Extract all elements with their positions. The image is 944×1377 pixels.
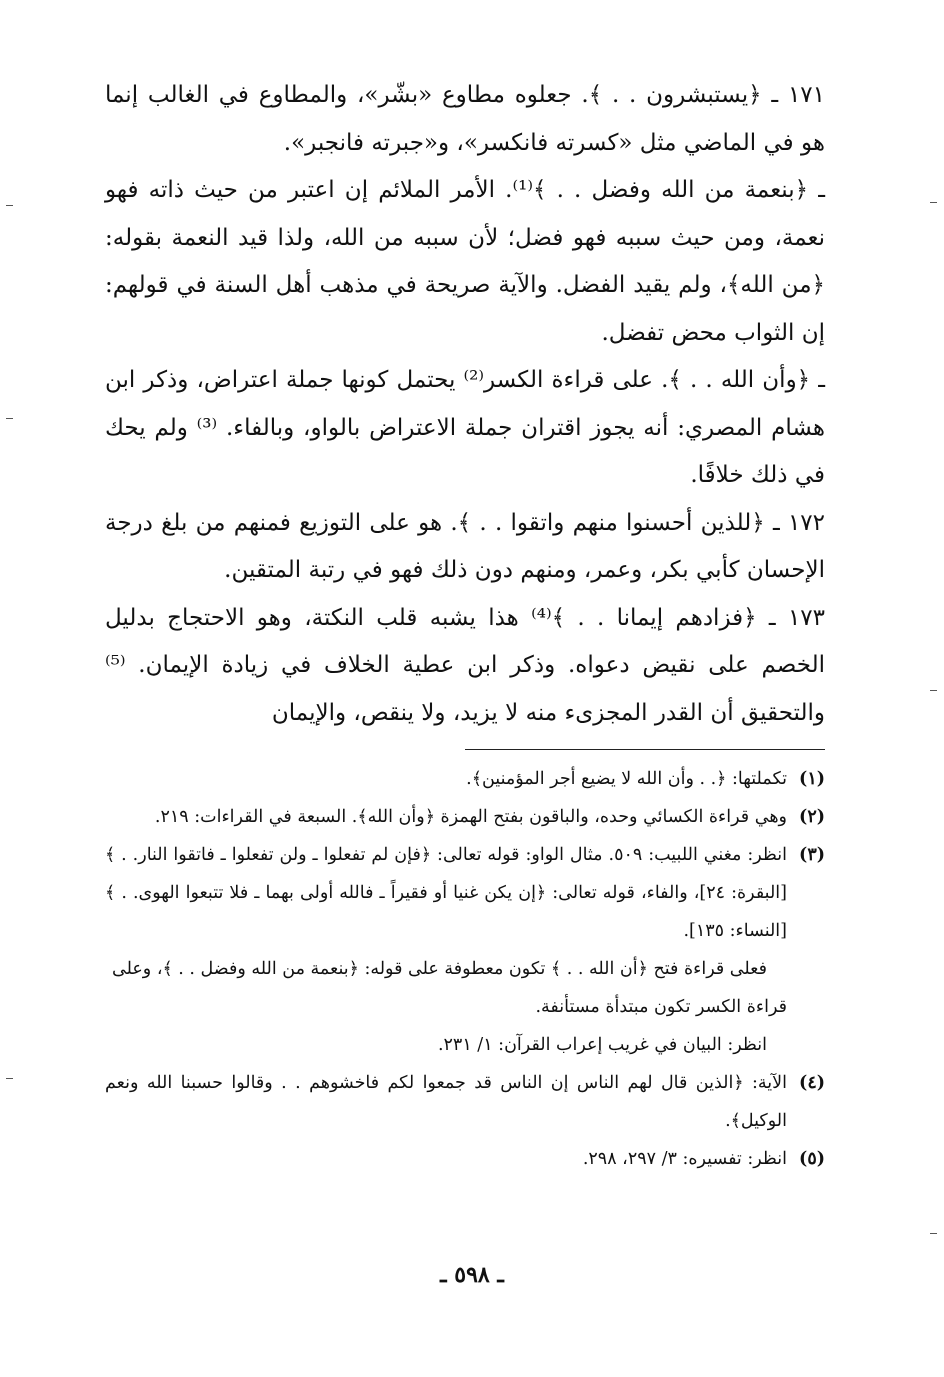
footnote-number: (٤) bbox=[799, 1073, 825, 1093]
scan-mark bbox=[930, 690, 937, 691]
paragraph-wa-anna-allah: ـ ﴿وأن الله . . ﴾. على قراءة الكسر⁽²⁾ يحتمل كونها جملة اعتراض، وذكر ابن هشام المصري: أنه يجوز اقتران جملة الاعتراض بالواو، وبالفاء. ⁽³⁾ ولم يحك في ذلك خلافًا. bbox=[105, 367, 826, 488]
footnotes bbox=[105, 760, 825, 1178]
footnote-1 bbox=[105, 760, 825, 798]
paragraph-171: ١٧١ ـ ﴿يستبشرون . . ﴾. جعلوه مطاوع «بشّر»، والمطاوع في الغالب إنما هو في الماضي مثل «كسرته فانكسر»، و«جبرته فانجبر». bbox=[105, 82, 825, 156]
scan-mark bbox=[6, 418, 13, 419]
footnote-text: تكملتها: ﴿. . وأن الله لا يضيع أجر المؤمنين﴾. bbox=[466, 769, 787, 789]
paragraph-172: ١٧٢ ـ ﴿للذين أحسنوا منهم واتقوا . . ﴾. هو على التوزيع فمنهم من بلغ درجة الإحسان كأبي بكر، وعمر، ومنهم دون ذلك فهو في رتبة المتقين. bbox=[105, 509, 825, 583]
scan-mark bbox=[6, 205, 13, 206]
scan-mark bbox=[930, 202, 937, 203]
footnote-2 bbox=[105, 798, 825, 836]
paragraph-bi-nimah: ـ ﴿بنعمة من الله وفضل . . ﴾⁽¹⁾. الأمر الملائم إن اعتبر من حيث ذاته فهو نعمة، ومن حيث سببه فهو فضل؛ لأن سببه من الله، ولذا قيد النعمة بقوله: ﴿من الله﴾، ولم يقيد الفضل. والآية صريحة في مذهب أهل السنة في قولهم: إن الثواب محض تفضل. bbox=[105, 177, 825, 346]
footnote-text: انظر: مغني اللبيب: ٥٠٩. مثال الواو: قوله تعالى: ﴿فإن لم تفعلوا ـ ولن تفعلوا ـ فاتقوا النار. . ﴾ [البقرة: ٢٤]، والفاء، قوله تعالى: ﴿إن يكن غنيا أو فقيراً ـ فالله أولى بهما ـ فلا تتبعوا الهوى. . ﴾ [النساء: ١٣٥]. bbox=[105, 845, 788, 941]
footnote-3-continuation: فعلى قراءة فتح ﴿أن الله . . ﴾ تكون معطوفة على قوله: ﴿بنعمة من الله وفضل . . ﴾، وعلى قراءة الكسر تكون مبتدأة مستأنفة. bbox=[111, 959, 787, 1017]
paragraph-173: ١٧٣ ـ ﴿فزادهم إيمانا . . ﴾⁽⁴⁾ هذا يشبه قلب النكتة، وهو الاحتجاج بدليل الخصم على نقيض دعواه. وذكر ابن عطية الخلاف في زيادة الإيمان. ⁽⁵⁾ والتحقيق أن القدر المجزىء منه لا يزيد، ولا ينقص، والإيمان bbox=[105, 604, 825, 726]
footnote-text: الآية: ﴿الذين قال لهم الناس إن الناس قد جمعوا لكم فاخشوهم . . وقالوا حسبنا الله ونعم الوكيل﴾. bbox=[105, 1073, 787, 1131]
scan-mark bbox=[6, 1078, 13, 1079]
footnote-text: انظر: تفسيره: ٣/ ٢٩٧، ٢٩٨. bbox=[582, 1149, 787, 1169]
main-text bbox=[105, 72, 825, 737]
footnote-4 bbox=[105, 1064, 825, 1140]
footnote-3 bbox=[105, 836, 825, 950]
footnote-text: وهي قراءة الكسائي وحده، والباقون بفتح الهمزة ﴿وأن الله﴾. السبعة في القراءات: ٢١٩. bbox=[154, 807, 787, 827]
page-content bbox=[105, 72, 825, 1178]
footnote-3-reference: انظر: البيان في غريب إعراب القرآن: ١/ ٢٣١. bbox=[437, 1035, 767, 1055]
page-number: ـ ٥٩٨ ـ bbox=[440, 1262, 504, 1288]
scan-mark bbox=[930, 1233, 937, 1234]
footnote-number: (٥) bbox=[799, 1149, 825, 1169]
footnote-divider bbox=[465, 749, 825, 750]
footnote-number: (٣) bbox=[799, 845, 825, 865]
footnote-5 bbox=[105, 1140, 825, 1178]
footnote-number: (٢) bbox=[799, 807, 825, 827]
footnote-number: (١) bbox=[799, 769, 825, 789]
